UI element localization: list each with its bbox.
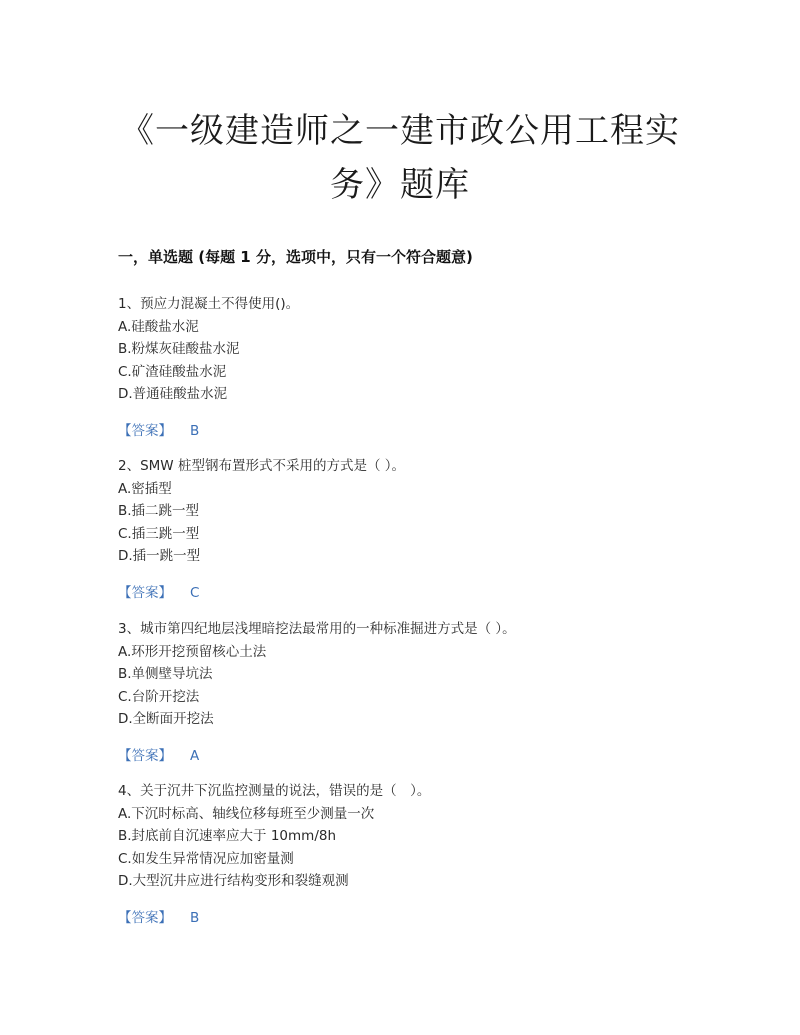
section-heading: 一，单选题 (每题 1 分，选项中，只有一个符合题意) [118,248,473,266]
answer-line [118,907,718,929]
document-title [110,104,690,212]
document-title-line-2: 务》题库 [330,165,470,205]
answer-line [118,420,718,442]
question-4 [118,780,718,929]
option-a: A.硅酸盐水泥 [118,318,199,335]
answer-value: C [190,584,200,601]
option-a: A.密插型 [118,480,172,497]
answer-value: B [190,422,200,439]
option-d: D.大型沉井应进行结构变形和裂缝观测 [118,873,349,889]
answer-label: 【答案】 [118,909,172,926]
option-b: B.粉煤灰硅酸盐水泥 [118,341,240,357]
answer-label: 【答案】 [118,747,172,764]
option-c: C.如发生异常情况应加密量测 [118,850,294,867]
option-b: B.插二跳一型 [118,503,200,519]
question-stem: 3、城市第四纪地层浅埋暗挖法最常用的一种标准掘进方式是（ ）。 [118,621,516,637]
question-stem: 4、关于沉井下沉监控测量的说法，错误的是（ ）。 [118,783,431,799]
answer-value: A [190,747,200,764]
option-c: C.矿渣硅酸盐水泥 [118,363,227,380]
question-3 [118,618,718,767]
question-2 [118,455,718,604]
question-stem: 2、SMW 桩型钢布置形式不采用的方式是（ ）。 [118,458,405,474]
option-d: D.插一跳一型 [118,548,201,564]
question-stem: 1、预应力混凝土不得使用()。 [118,296,300,312]
question-1 [118,293,718,442]
document-title-line-1: 《一级建造师之一建市政公用工程实 [120,111,680,151]
answer-label: 【答案】 [118,422,172,439]
option-d: D.普通硅酸盐水泥 [118,386,228,402]
answer-label: 【答案】 [118,584,172,601]
option-b: B.封底前自沉速率应大于 10mm/8h [118,828,337,844]
option-b: B.单侧壁导坑法 [118,666,213,682]
option-a: A.下沉时标高、轴线位移每班至少测量一次 [118,805,375,822]
option-c: C.台阶开挖法 [118,688,200,705]
option-c: C.插三跳一型 [118,525,200,542]
option-a: A.环形开挖预留核心土法 [118,643,267,660]
answer-line [118,582,718,604]
option-d: D.全断面开挖法 [118,711,214,727]
answer-line [118,745,718,767]
answer-value: B [190,909,200,926]
